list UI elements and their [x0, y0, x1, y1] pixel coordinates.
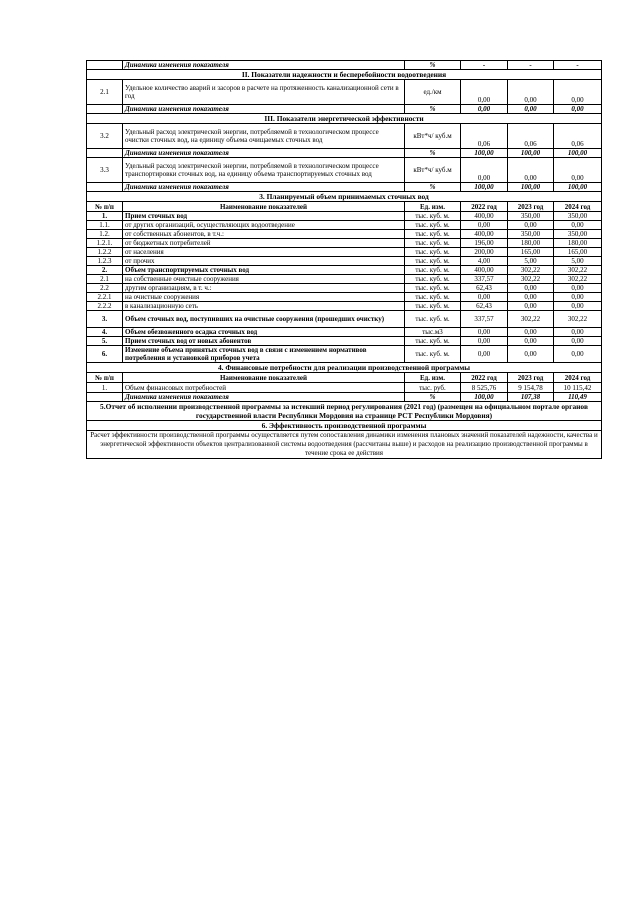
value-cell: 62,43 — [461, 302, 508, 311]
empty-cell — [87, 393, 123, 402]
value-cell: 0,00 — [508, 346, 554, 363]
table-row — [87, 337, 602, 346]
value-cell: 100,00 — [508, 149, 554, 158]
empty-cell — [87, 61, 123, 70]
value-cell: 302,22 — [554, 266, 602, 275]
value-cell: 10 115,42 — [554, 383, 602, 393]
unit-cell: % — [405, 149, 461, 158]
value-cell: 100,00 — [461, 393, 508, 402]
column-header: № п/п — [87, 202, 123, 212]
unit-cell: тыс. куб. м. — [405, 311, 461, 328]
indicator-name: Прием сточных вод — [123, 212, 405, 221]
indicator-name: другим организациям, в т. ч.: — [123, 284, 405, 293]
section-title: 6. Эффективность производственной программы — [87, 421, 602, 431]
value-cell: 350,00 — [508, 212, 554, 221]
row-number: 3. — [87, 311, 123, 328]
unit-cell: тыс. куб. м. — [405, 221, 461, 230]
unit-cell: тыс.м3 — [405, 328, 461, 337]
column-header: Ед. изм. — [405, 373, 461, 383]
row-number: 5. — [87, 337, 123, 346]
value-cell: 0,00 — [508, 293, 554, 302]
value-cell: 0,06 — [461, 124, 508, 149]
value-cell: 0,00 — [554, 328, 602, 337]
indicator-row — [87, 158, 602, 183]
table-row — [87, 328, 602, 337]
unit-cell: кВт*ч/ куб.м — [405, 158, 461, 183]
value-cell: 0,00 — [554, 284, 602, 293]
row-number: 6. — [87, 346, 123, 363]
value-cell: 350,00 — [554, 212, 602, 221]
dynamics-label: Динамика изменения показателя — [123, 393, 405, 402]
unit-cell: % — [405, 183, 461, 192]
value-cell: 196,00 — [461, 239, 508, 248]
table-header-row — [87, 373, 602, 383]
column-header: Наименование показателей — [123, 202, 405, 212]
table-row — [87, 212, 602, 221]
unit-cell: тыс. куб. м. — [405, 248, 461, 257]
indicator-name: Объем финансовых потребностей — [123, 383, 405, 393]
unit-cell: тыс. руб. — [405, 383, 461, 393]
row-number: 2.1 — [87, 80, 123, 105]
column-header: 2023 год — [508, 202, 554, 212]
value-cell: 0,00 — [554, 105, 602, 114]
row-number: 3.3 — [87, 158, 123, 183]
unit-cell: тыс. куб. м. — [405, 293, 461, 302]
indicators-table — [86, 60, 602, 459]
column-header: 2023 год — [508, 373, 554, 383]
value-cell: 165,00 — [508, 248, 554, 257]
value-cell: 100,00 — [461, 149, 508, 158]
value-cell: 400,00 — [461, 266, 508, 275]
value-cell: 0,00 — [508, 337, 554, 346]
unit-cell: % — [405, 61, 461, 70]
value-cell: 0,00 — [461, 105, 508, 114]
value-cell: 337,57 — [461, 275, 508, 284]
unit-cell: тыс. куб. м. — [405, 284, 461, 293]
column-header: Ед. изм. — [405, 202, 461, 212]
dynamics-label: Динамика изменения показателя — [123, 149, 405, 158]
table-header-row — [87, 202, 602, 212]
table-row — [87, 284, 602, 293]
section-header-row — [87, 70, 602, 80]
value-cell: 0,00 — [508, 328, 554, 337]
value-cell: 0,00 — [508, 158, 554, 183]
table-row — [87, 302, 602, 311]
value-cell: 0,00 — [461, 293, 508, 302]
column-header: № п/п — [87, 373, 123, 383]
value-cell: 180,00 — [508, 239, 554, 248]
row-number: 3.2 — [87, 124, 123, 149]
document-page — [86, 60, 601, 459]
value-cell: 0,00 — [554, 337, 602, 346]
table-row — [87, 275, 602, 284]
indicator-row — [87, 124, 602, 149]
value-cell: 0,00 — [461, 337, 508, 346]
empty-cell — [87, 105, 123, 114]
indicator-name: в канализационную сеть — [123, 302, 405, 311]
indicator-name: Прием сточных вод от новых абонентов — [123, 337, 405, 346]
unit-cell: % — [405, 393, 461, 402]
value-cell: 302,22 — [554, 311, 602, 328]
indicator-name: Удельный расход электрической энергии, потребляемой в технологическом процессе очистки сточных вод, на единицу объема очищаемых сточных вод — [123, 124, 405, 149]
section-title: 4. Финансовые потребности для реализации производственной программы — [87, 363, 602, 373]
indicator-name: от бюджетных потребителей — [123, 239, 405, 248]
indicator-name: Объем обезвоженного осадка сточных вод — [123, 328, 405, 337]
value-cell: 0,00 — [554, 302, 602, 311]
value-cell: 100,00 — [554, 149, 602, 158]
value-cell: 0,06 — [554, 124, 602, 149]
value-cell: 0,00 — [508, 221, 554, 230]
unit-cell: тыс. куб. м. — [405, 346, 461, 363]
dynamics-row — [87, 149, 602, 158]
indicator-name: на очистные сооружения — [123, 293, 405, 302]
row-number: 2.1 — [87, 275, 123, 284]
unit-cell: тыс. куб. м. — [405, 230, 461, 239]
table-row — [87, 346, 602, 363]
value-cell: 400,00 — [461, 230, 508, 239]
value-cell: 0,00 — [461, 221, 508, 230]
section-header-row — [87, 114, 602, 124]
row-number: 1. — [87, 212, 123, 221]
value-cell: 350,00 — [508, 230, 554, 239]
row-number: 1.2.3 — [87, 257, 123, 266]
value-cell: 0,00 — [461, 346, 508, 363]
indicator-name: на собственные очистные сооружения — [123, 275, 405, 284]
section-header-row — [87, 363, 602, 373]
table-row — [87, 311, 602, 328]
row-number: 1.2.2 — [87, 248, 123, 257]
value-cell: 0,00 — [554, 221, 602, 230]
dynamics-row — [87, 105, 602, 114]
unit-cell: кВт*ч/ куб.м — [405, 124, 461, 149]
value-cell: 4,00 — [461, 257, 508, 266]
value-cell: - — [508, 61, 554, 70]
unit-cell: тыс. куб. м. — [405, 266, 461, 275]
row-number: 1. — [87, 383, 123, 393]
value-cell: 9 154,78 — [508, 383, 554, 393]
indicator-name: от других организаций, осуществляющих водоотведение — [123, 221, 405, 230]
value-cell: 100,00 — [508, 183, 554, 192]
value-cell: 0,00 — [461, 80, 508, 105]
row-number: 1.1. — [87, 221, 123, 230]
value-cell: 8 525,76 — [461, 383, 508, 393]
row-number: 1.2.1. — [87, 239, 123, 248]
value-cell: 302,22 — [508, 266, 554, 275]
value-cell: 0,00 — [508, 80, 554, 105]
row-number: 2.2.1 — [87, 293, 123, 302]
value-cell: 0,00 — [508, 302, 554, 311]
unit-cell: тыс. куб. м. — [405, 275, 461, 284]
table-row — [87, 221, 602, 230]
value-cell: 107,38 — [508, 393, 554, 402]
section-title: 3. Планируемый объем принимаемых сточных вод — [87, 192, 602, 202]
row-number: 2.2.2 — [87, 302, 123, 311]
indicator-name: Объем транспортируемых сточных вод — [123, 266, 405, 275]
dynamics-label: Динамика изменения показателя — [123, 183, 405, 192]
value-cell: 0,00 — [554, 293, 602, 302]
dynamics-row — [87, 61, 602, 70]
dynamics-row — [87, 393, 602, 402]
value-cell: 337,57 — [461, 311, 508, 328]
value-cell: 165,00 — [554, 248, 602, 257]
value-cell: 62,43 — [461, 284, 508, 293]
table-row — [87, 248, 602, 257]
table-row — [87, 239, 602, 248]
paragraph-text: Расчет эффективности производственной программы осуществляется путем сопоставления динамики изменения плановых значений показателей надежности, качества и энергетической эффективности объектов централизованной системы водоотведения (рассчитаны выше) и расходов на реализацию производственной программы в течение срока ее действия — [87, 431, 602, 459]
section-title: II. Показатели надежности и бесперебойности водоотведения — [87, 70, 602, 80]
empty-cell — [87, 149, 123, 158]
dynamics-label: Динамика изменения показателя — [123, 105, 405, 114]
unit-cell: % — [405, 105, 461, 114]
column-header: 2024 год — [554, 202, 602, 212]
table-row — [87, 383, 602, 393]
unit-cell: тыс. куб. м. — [405, 257, 461, 266]
value-cell: 302,22 — [508, 275, 554, 284]
row-number: 4. — [87, 328, 123, 337]
unit-cell: тыс. куб. м. — [405, 239, 461, 248]
text-row — [87, 431, 602, 459]
dynamics-label: Динамика изменения показателя — [123, 61, 405, 70]
value-cell: 100,00 — [554, 183, 602, 192]
value-cell: 0,00 — [554, 346, 602, 363]
indicator-name: Изменение объема принятых сточных вод в связи с изменением нормативов потребления и установкой приборов учета — [123, 346, 405, 363]
section-header-row — [87, 402, 602, 421]
value-cell: 0,00 — [508, 284, 554, 293]
dynamics-row — [87, 183, 602, 192]
empty-cell — [87, 183, 123, 192]
value-cell: 180,00 — [554, 239, 602, 248]
unit-cell: тыс. куб. м. — [405, 302, 461, 311]
value-cell: 302,22 — [554, 275, 602, 284]
value-cell: 0,00 — [508, 105, 554, 114]
section-header-row — [87, 421, 602, 431]
value-cell: 350,00 — [554, 230, 602, 239]
value-cell: 110,49 — [554, 393, 602, 402]
value-cell: 100,00 — [461, 183, 508, 192]
column-header: Наименование показателей — [123, 373, 405, 383]
unit-cell: тыс. куб. м. — [405, 337, 461, 346]
column-header: 2022 год — [461, 373, 508, 383]
value-cell: 0,00 — [461, 158, 508, 183]
unit-cell: ед./км — [405, 80, 461, 105]
section-title: 5.Отчет об исполнении производственной программы за истекший период регулирования (2021 год) (размещен на официальном портале органов государственной власти Республики Мордовия на странице РСТ Республики Мордовия) — [87, 402, 602, 421]
indicator-name: Удельное количество аварий и засоров в расчете на протяженность канализационной сети в год — [123, 80, 405, 105]
value-cell: 0,00 — [554, 158, 602, 183]
section-title: III. Показатели энергетической эффективности — [87, 114, 602, 124]
unit-cell: тыс. куб. м. — [405, 212, 461, 221]
column-header: 2022 год — [461, 202, 508, 212]
value-cell: 5,00 — [508, 257, 554, 266]
row-number: 2.2 — [87, 284, 123, 293]
indicator-name: Объем сточных вод, поступивших на очистные сооружения (прошедших очистку) — [123, 311, 405, 328]
indicator-name: Удельный расход электрической энергии, потребляемой в технологическом процессе транспортировки сточных вод, на единицу объема транспортируемых сточных вод — [123, 158, 405, 183]
table-row — [87, 230, 602, 239]
indicator-name: от населения — [123, 248, 405, 257]
indicator-row — [87, 80, 602, 105]
value-cell: 0,06 — [508, 124, 554, 149]
value-cell: 5,00 — [554, 257, 602, 266]
row-number: 2. — [87, 266, 123, 275]
indicator-name: от прочих — [123, 257, 405, 266]
table-row — [87, 293, 602, 302]
value-cell: 0,00 — [461, 328, 508, 337]
table-row — [87, 266, 602, 275]
column-header: 2024 год — [554, 373, 602, 383]
section-header-row — [87, 192, 602, 202]
value-cell: 302,22 — [508, 311, 554, 328]
value-cell: - — [461, 61, 508, 70]
value-cell: 400,00 — [461, 212, 508, 221]
table-row — [87, 257, 602, 266]
indicator-name: от собственных абонентов, в т.ч.: — [123, 230, 405, 239]
value-cell: 200,00 — [461, 248, 508, 257]
value-cell: - — [554, 61, 602, 70]
row-number: 1.2. — [87, 230, 123, 239]
value-cell: 0,00 — [554, 80, 602, 105]
